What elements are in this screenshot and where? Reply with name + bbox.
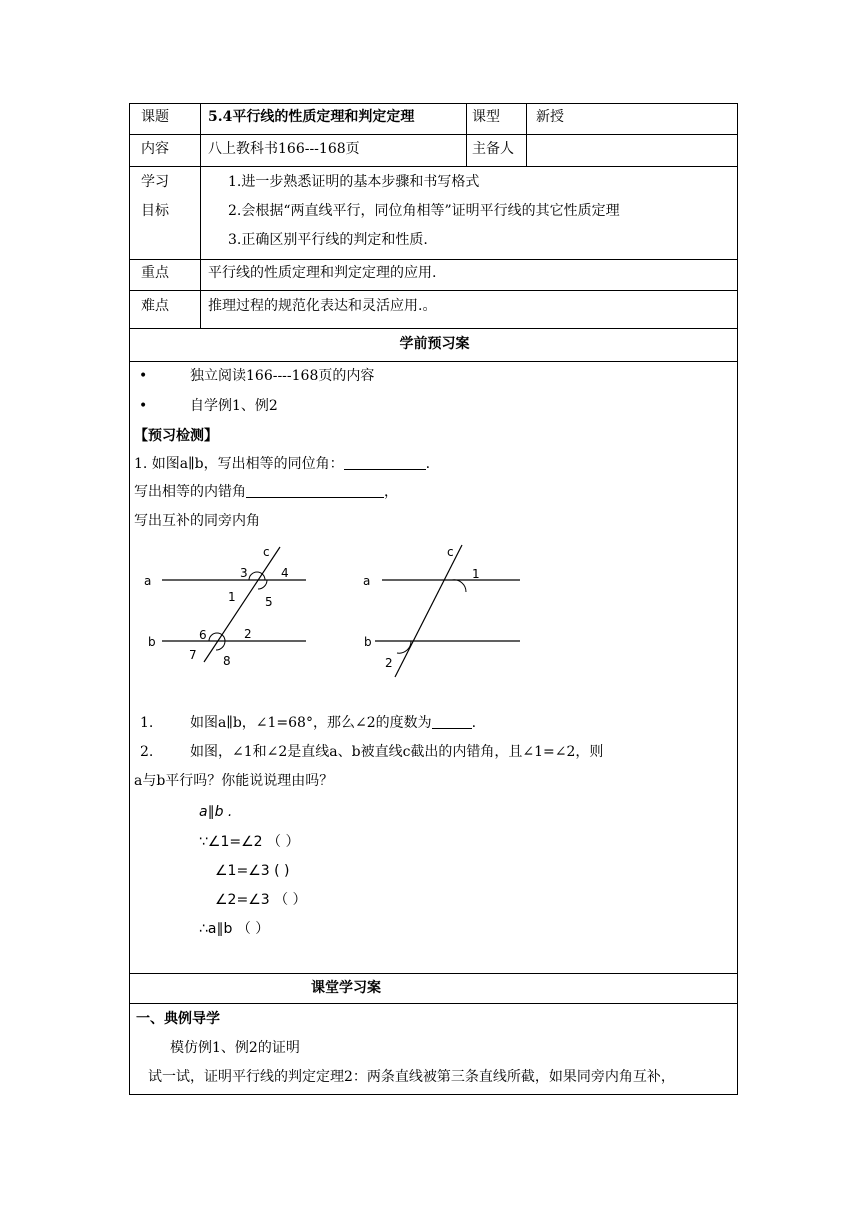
key-label: 重点 xyxy=(141,265,169,281)
question-line: 写出互补的同旁内角 xyxy=(134,513,260,529)
difficulty-value: 推理过程的规范化表达和灵活应用.。 xyxy=(208,298,437,314)
row-divider xyxy=(130,134,737,135)
content-label: 内容 xyxy=(141,141,169,157)
proof-line: ∵∠1=∠2 （ ） xyxy=(199,834,300,850)
angle-label-7: 7 xyxy=(189,648,197,662)
goals-label: 目标 xyxy=(141,203,169,219)
angle-label-8: 8 xyxy=(223,654,231,668)
column-divider xyxy=(466,104,467,166)
goal-item: 1.进一步熟悉证明的基本步骤和书写格式 xyxy=(228,174,480,190)
proof-line: a∥b . xyxy=(199,804,233,820)
label-a: a xyxy=(144,574,152,588)
angle-label-4: 4 xyxy=(281,566,289,580)
angle-label-1: 1 xyxy=(472,567,480,581)
column-divider xyxy=(526,104,527,166)
row-divider xyxy=(130,166,737,167)
author-label: 主备人 xyxy=(472,141,514,157)
angle-arc xyxy=(452,580,466,592)
question-line xyxy=(190,714,476,732)
proof-line: ∠2=∠3 （ ） xyxy=(215,892,307,908)
type-label: 课型 xyxy=(472,109,500,125)
row-divider xyxy=(130,328,737,329)
angle-label-1: 1 xyxy=(228,590,236,604)
goals-label: 学习 xyxy=(141,174,169,190)
parallel-lines-figure-1 xyxy=(136,537,326,672)
label-b: b xyxy=(148,635,156,649)
proof-line: ∴a∥b （ ） xyxy=(199,921,270,937)
goal-item: 2.会根据“两直线平行，同位角相等”证明平行线的其它性质定理 xyxy=(228,203,620,219)
type-value: 新授 xyxy=(536,109,564,125)
question-line xyxy=(134,483,398,501)
row-divider xyxy=(130,1003,737,1004)
body-text: 试一试，证明平行线的判定定理2：两条直线被第三条直线所截，如果同旁内角互补， xyxy=(148,1069,675,1085)
line-c xyxy=(395,545,462,677)
question-text: 1. 如图a∥b，写出相等的同位角： xyxy=(134,456,344,472)
lesson-label: 课题 xyxy=(141,109,169,125)
angle-label-2: 2 xyxy=(385,656,393,670)
angle-label-6: 6 xyxy=(199,628,207,642)
parallel-lines-figure-2 xyxy=(355,537,530,687)
question-text: 写出相等的内错角 xyxy=(134,484,246,500)
key-value: 平行线的性质定理和判定定理的应用. xyxy=(208,265,437,281)
answer-blank[interactable] xyxy=(246,483,384,498)
proof-line: ∠1=∠3 ( ) xyxy=(215,863,290,879)
lesson-plan-sheet xyxy=(129,103,738,1095)
lesson-title: 5.4平行线的性质定理和判定定理 xyxy=(208,109,415,125)
angle-label-5: 5 xyxy=(265,595,273,609)
question-number: 2. xyxy=(140,744,154,760)
label-a: a xyxy=(363,574,371,588)
difficulty-label: 难点 xyxy=(141,298,169,314)
row-divider xyxy=(130,361,737,362)
label-b: b xyxy=(364,635,372,649)
row-divider xyxy=(130,973,737,974)
angle-arc xyxy=(258,580,267,589)
goal-item: 3.正确区别平行线的判定和性质. xyxy=(228,232,428,248)
content-value: 八上教科书166---168页 xyxy=(208,141,360,157)
column-divider xyxy=(200,104,201,328)
question-line: 如图，∠1和∠2是直线a、b被直线c截出的内错角，且∠1=∠2，则 xyxy=(190,744,604,760)
bullet-item: 自学例1、例2 xyxy=(190,398,278,414)
question-text: . xyxy=(471,715,477,731)
answer-blank[interactable] xyxy=(432,714,472,729)
answer-blank[interactable] xyxy=(344,455,426,470)
angle-label-2: 2 xyxy=(244,627,252,641)
row-divider xyxy=(130,259,737,260)
question-text: . xyxy=(425,456,431,472)
question-text: 如图a∥b，∠1=68°，那么∠2的度数为 xyxy=(190,715,432,731)
classroom-title: 课堂学习案 xyxy=(311,980,381,996)
bullet-icon: • xyxy=(139,368,148,384)
bullet-item: 独立阅读166----168页的内容 xyxy=(190,368,375,384)
question-number: 1. xyxy=(140,715,154,731)
question-line: a与b平行吗？你能说说理由吗？ xyxy=(134,773,334,789)
body-text: 模仿例1、例2的证明 xyxy=(170,1040,300,1056)
bullet-icon: • xyxy=(139,398,148,414)
label-c: c xyxy=(263,545,270,559)
question-line xyxy=(134,455,430,473)
question-text: ， xyxy=(384,484,398,500)
preview-title: 学前预习案 xyxy=(399,336,470,352)
label-c: c xyxy=(447,545,454,559)
angle-label-3: 3 xyxy=(240,566,248,580)
angle-arc xyxy=(397,641,411,653)
section-heading: 一、典例导学 xyxy=(136,1011,220,1027)
row-divider xyxy=(130,290,737,291)
check-title: 【预习检测】 xyxy=(134,428,218,444)
